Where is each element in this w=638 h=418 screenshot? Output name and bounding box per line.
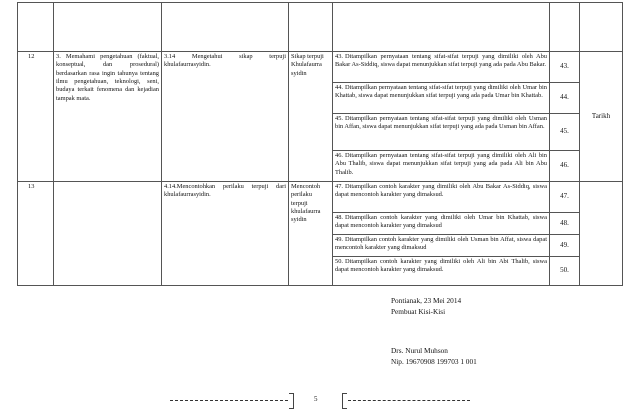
header-cell — [18, 3, 54, 52]
item-number: 48. — [335, 214, 343, 221]
question-number: 50. — [550, 257, 580, 286]
signature-place-date: Pontianak, 23 Mei 2014 — [391, 296, 462, 305]
header-cell — [580, 3, 623, 52]
table-header-row — [18, 3, 623, 52]
header-cell — [289, 3, 333, 52]
table-row — [18, 182, 623, 213]
item-text: Ditampilkan contoh karakter yang dimiliki oleh Umar bin Khattab, siswa dapat mencontoh karakter yang dimaksud — [335, 214, 547, 230]
kompetensi-dasar — [54, 182, 162, 286]
keterangan: Tarikh — [580, 52, 623, 182]
header-cell — [333, 3, 550, 52]
item-number: 44. — [335, 84, 343, 91]
item-description — [333, 257, 550, 286]
item-number: 50. — [335, 258, 343, 265]
question-number: 43. — [550, 52, 580, 83]
item-text: Ditampilkan pernyataan tentang sifat-sifat terpuji yang dimiliki oleh Abu Bakar As-Siddiq, siswa dapat menunjukkan sifat terpuji yang ada pada Abu Bakar. — [335, 53, 547, 69]
item-number: 47. — [335, 183, 343, 190]
item-text: Ditampilkan contoh karakter yang dimiliki oleh Ali bin Abi Thalib, siswa dapat mencontoh karakter yang dimaksud. — [335, 258, 547, 274]
item-text: Ditampilkan pernyataan tentang sifat-sifat terpuji yang dimiliki oleh Umar bin Khattab, siswa dapat menunjukkan sifat terpuji yang ada pada Umar bin Khattab. — [335, 84, 547, 100]
item-description — [333, 213, 550, 235]
footer-dashed-line-right — [348, 400, 470, 401]
item-number: 49. — [335, 236, 343, 243]
row-number: 13 — [18, 182, 54, 286]
item-text: Ditampilkan pernyataan tentang sifat-sifat terpuji yang dimiliki oleh Usman bin Affan, siswa dapat menunjukkan sifat terpuji yang ada pada Usman bin Affan. — [335, 115, 547, 131]
materi: Mencontoh perilaku terpuji khulafaurra syidin — [289, 182, 333, 286]
indikator: 4.14.Mencontohkan perilaku terpuji dari khulafaurrasyidin. — [162, 182, 289, 286]
footer-bracket-right — [342, 393, 347, 409]
item-description — [333, 151, 550, 182]
signature-name: Drs. Nurul Muhson — [391, 346, 448, 355]
item-description — [333, 52, 550, 83]
header-cell — [550, 3, 580, 52]
signature-role: Pembuat Kisi-Kisi — [391, 307, 446, 316]
footer-bracket-left — [289, 393, 294, 409]
row-number: 12 — [18, 52, 54, 182]
header-cell — [162, 3, 289, 52]
indikator: 3.14 Mengetahui sikap terpuji khulafaurrasyidin. — [162, 52, 289, 182]
item-text: Ditampilkan pernyataan tentang sifat-sifat terpuji yang dimiliki oleh Ali bin Abu Thalib, siswa dapat menunjukkan sifat terpuji yang ada pada Ali bin Abu Thalib. — [335, 152, 547, 176]
item-description — [333, 182, 550, 213]
table-row — [18, 52, 623, 83]
item-description — [333, 235, 550, 257]
question-number: 45. — [550, 114, 580, 151]
question-number: 48. — [550, 213, 580, 235]
page-number: 5 — [314, 395, 318, 403]
kompetensi-dasar: 3. Memahami pengetahuan (faktual, konseptual, dan prosedural) berdasarkan rasa ingin tahunya tentang ilmu pengetahuan, teknologi, seni, budaya terkait fenomena dan kejadian tampak mata. — [54, 52, 162, 182]
keterangan — [580, 182, 623, 286]
question-number: 44. — [550, 83, 580, 114]
question-number: 47. — [550, 182, 580, 213]
item-description — [333, 114, 550, 151]
materi: Sikap terpuji Khulafaurra syidin — [289, 52, 333, 182]
item-description — [333, 83, 550, 114]
item-number: 46. — [335, 152, 343, 159]
item-number: 45. — [335, 115, 343, 122]
header-cell — [54, 3, 162, 52]
item-text: Ditampilkan contoh karakter yang dimiliki oleh Usman bin Affat, siswa dapat mencontoh karakter yang dimaksud — [335, 236, 547, 252]
footer-dashed-line-left — [170, 400, 288, 401]
question-number: 46. — [550, 151, 580, 182]
item-text: Ditampilkan contoh karakter yang dimiliki oleh Abu Bakar As-Siddiq, siswa dapat mencontoh karakter yang dimaksud. — [335, 183, 547, 199]
item-number: 43. — [335, 53, 343, 60]
kisi-kisi-table — [17, 2, 623, 286]
page-footer — [170, 392, 470, 408]
signature-nip: Nip. 19670908 199703 1 001 — [391, 357, 477, 366]
question-number: 49. — [550, 235, 580, 257]
